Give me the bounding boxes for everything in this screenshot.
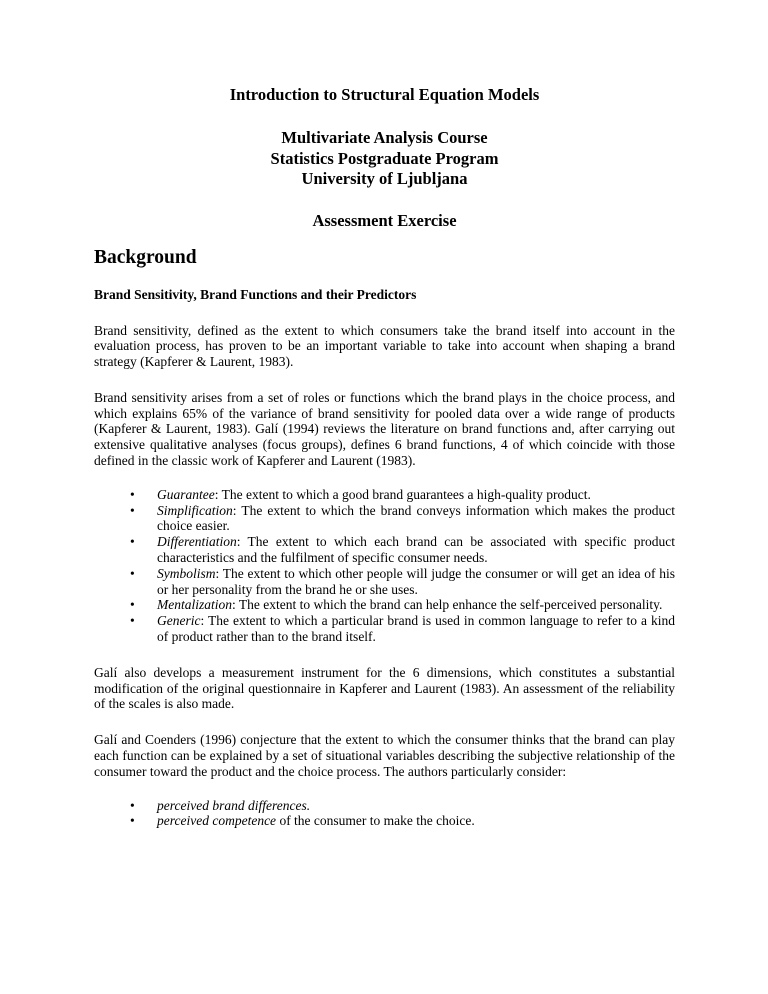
bullet-icon: • xyxy=(130,813,135,829)
list-item-differentiation xyxy=(130,534,675,566)
paragraph-brand-functions-overview: Brand sensitivity arises from a set of roles or functions which the brand plays in the choice process, and which explains 65% of the variance of brand sensitivity for pooled data over a wide range of products (Kapferer & Laurent, 1983). Galí (1994) reviews the literature on brand functions and, after carrying out extensive qualitative analyses (focus groups), defines 6 brand functions, 4 of which coincide with those defined in the classic work of Kapferer and Laurent (1983). xyxy=(94,389,675,469)
bullet-icon: • xyxy=(130,797,135,813)
bullet-icon: • xyxy=(130,486,135,502)
list-item-guarantee xyxy=(130,486,675,503)
brand-function-desc: : The extent to which the brand can help enhance the self-perceived personality. xyxy=(232,597,663,613)
bullet-icon: • xyxy=(130,534,135,550)
subsection-heading: Brand Sensitivity, Brand Functions and their Predictors xyxy=(94,286,417,302)
predictor-desc: of the consumer to make the choice. xyxy=(276,813,475,829)
title-block xyxy=(94,84,675,231)
predictors-list xyxy=(94,798,675,830)
document-title: Introduction to Structural Equation Models xyxy=(229,85,540,104)
program-name: Statistics Postgraduate Program xyxy=(270,148,499,168)
list-item-simplification xyxy=(130,502,675,535)
brand-functions-list xyxy=(94,487,675,645)
predictor-term: perceived brand differences. xyxy=(157,797,311,813)
list-item-generic xyxy=(130,613,675,645)
brand-function-desc: : The extent to which other people will judge the consumer or will get an idea of his or her personality from the brand he or she uses. xyxy=(157,565,675,597)
bullet-icon: • xyxy=(130,565,135,581)
list-item-perceived-brand-differences xyxy=(130,797,675,814)
bullet-icon: • xyxy=(130,597,135,613)
brand-function-term: Guarantee xyxy=(157,486,215,502)
brand-function-term: Simplification xyxy=(157,502,233,518)
brand-function-term: Differentiation xyxy=(157,534,237,550)
brand-function-desc: : The extent to which a particular brand is used in common language to refer to a kind of product rather than to the brand itself. xyxy=(157,613,675,645)
brand-function-term: Generic xyxy=(157,613,201,629)
brand-function-desc: : The extent to which each brand can be associated with specific product characteristics and the fulfilment of specific consumer needs. xyxy=(157,534,675,566)
list-item-perceived-competence xyxy=(130,813,675,829)
section-heading-background: Background xyxy=(94,246,197,268)
bullet-icon: • xyxy=(130,502,135,518)
exercise-heading: Assessment Exercise xyxy=(312,210,457,230)
brand-function-term: Mentalization xyxy=(157,597,232,613)
bullet-icon: • xyxy=(130,613,135,629)
list-item-symbolism xyxy=(130,565,675,598)
paragraph-gali-coenders-conjecture: Galí and Coenders (1996) conjecture that the extent to which the consumer thinks that the brand can play each function can be explained by a set of situational variables describing the subjective relationship of the consumer toward the product and the choice process. The authors particularly consider: xyxy=(94,732,675,779)
course-block xyxy=(94,128,675,190)
paragraph-measurement-instrument: Galí also develops a measurement instrument for the 6 dimensions, which constitutes a substantial modification of the original questionnaire in Kapferer and Laurent (1983). An assessment of the reliability of the scales is also made. xyxy=(94,664,675,712)
list-item-mentalization xyxy=(130,597,675,613)
university-name: University of Ljubljana xyxy=(301,169,468,188)
brand-function-desc: : The extent to which the brand conveys information which makes the product choice easier. xyxy=(157,502,675,534)
course-name: Multivariate Analysis Course xyxy=(281,128,488,147)
brand-function-term: Symbolism xyxy=(157,565,216,581)
predictor-term: perceived competence xyxy=(157,813,277,829)
brand-function-desc: : The extent to which a good brand guarantees a high-quality product. xyxy=(214,486,591,502)
paragraph-brand-sensitivity-definition: Brand sensitivity, defined as the extent to which consumers take the brand itself into account in the evaluation process, has proven to be an important variable to take into account when shaping a brand strategy (Kapferer & Laurent, 1983). xyxy=(94,322,675,370)
